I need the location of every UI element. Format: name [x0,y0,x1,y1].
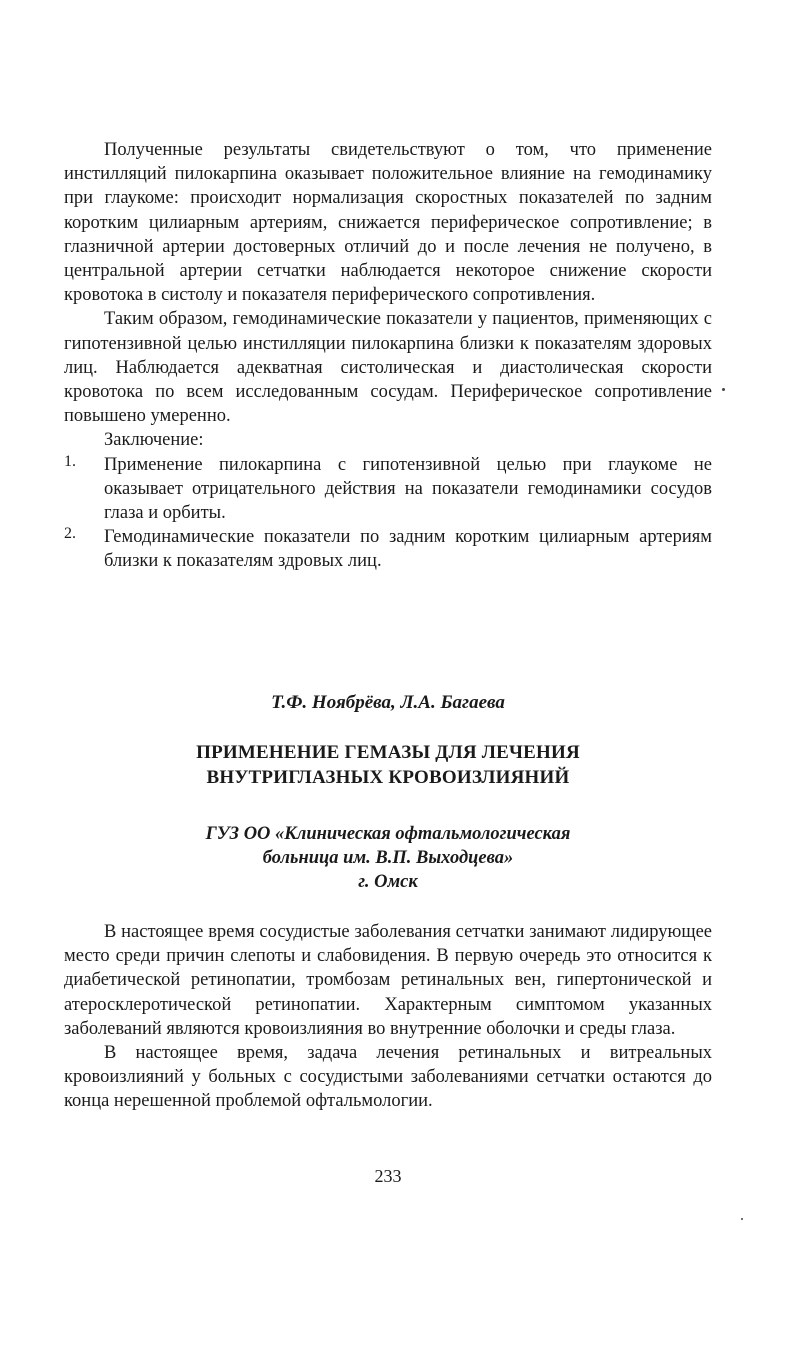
conclusion-text-1: Применение пилокарпина с гипотензивной целью при глаукоме не оказывает отрицательного действия на показатели гемодинамики сосудов глаза и орбиты. [104,454,712,524]
scan-speck [741,1218,743,1220]
title-line-2: ВНУТРИГЛАЗНЫХ КРОВОИЗЛИЯНИЙ [206,767,570,788]
conclusion-label: Заключение: [104,430,204,451]
scan-speck [722,388,725,391]
article-authors: Т.Ф. Ноябрёва, Л.А. Багаева [271,692,505,713]
results-paragraph: Полученные результаты свидетельствуют о том, что применение инстилляций пилокарпина оказывает положительное влияние на гемодинамику при глаукоме: происходит нормализация скоростных показателей по задним коротким цилиарным артериям, снижается периферическое сопротивление; в глазничной артерии достоверных отличий до и после лечения не получено, в центральной артерии сетчатки наблюдается некоторое снижение скорости кровотока в систолу и показателя периферического сопротивления. [64,140,712,306]
conclusion-number-2: 2. [64,525,76,543]
intro-paragraph-2: В настоящее время, задача лечения ретинальных и витреальных кровоизлияний у больных с сосудистыми заболеваниями сетчатки остаются до конца нерешенной проблемой офтальмологии. [64,1043,712,1112]
intro-paragraph-1: В настоящее время сосудистые заболевания сетчатки занимают лидирующее место среди причин слепоты и слабовидения. В первую очередь это относится к диабетической ретинопатии, тромбозам ретинальных вен, гипертонической и атеросклеротической ретинопатии. Характерным симптомом указанных заболеваний являются кровоизлияния во внутренние оболочки и среды глаза. [64,922,712,1039]
article-title [64,740,712,790]
conclusion-text-2: Гемодинамические показатели по задним коротким цилиарным артериям близки к показателям здровых лиц. [104,527,712,572]
results-section [64,138,712,574]
affiliation-line-2: больница им. В.П. Выходцева» [262,848,514,868]
title-line-1: ПРИМЕНЕНИЕ ГЕМАЗЫ ДЛЯ ЛЕЧЕНИЯ [196,742,580,763]
page-number: 233 [374,1166,402,1186]
conclusion-item-2 [64,525,712,573]
conclusion-number-1: 1. [64,452,76,470]
summary-paragraph: Таким образом, гемодинамические показатели у пациентов, применяющих с гипотензивной целью инстилляции пилокарпина близки к показателям здоровых лиц. Наблюдается адекватная систолическая и диастолическая скорости кровотока по всем исследованным сосудам. Периферическое сопротивление повышено умеренно. [64,309,712,427]
introduction-section [64,920,712,1114]
conclusion-item-1 [64,453,712,526]
affiliation [64,822,712,894]
affiliation-line-1: ГУЗ ОО «Клиническая офтальмологическая [205,824,571,844]
affiliation-line-3: г. Омск [358,872,418,892]
